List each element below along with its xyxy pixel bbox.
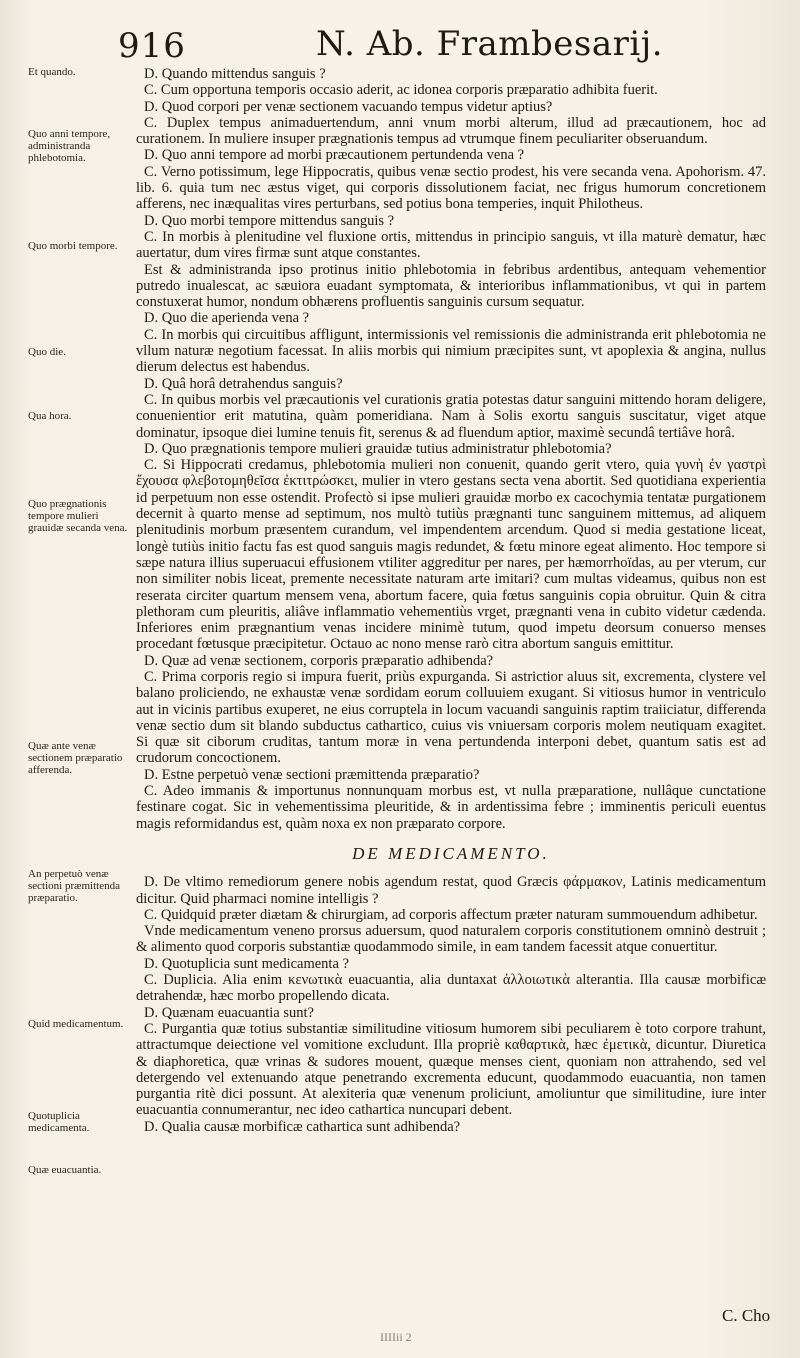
- dialogue-line: C. Si Hippocrati credamus, phlebotomia mulieri non conuenit, quando gerit vtero, quia γυνὴ ἐν γαστρὶ ἔχουσα φλεβοτομηθεῖσα ἐκτιτρώσκει, mulier in vtero gestans secta vena abortit. Sed quotidiana experientia id perpetuum non esse ostendit. Profectò si ipse mulieri grauidæ morbo ex cacochymia tentatæ purgationem decernit à quarto mense ad septimum, nos multò tutiùs prægnanti tunc sanguinem mittemus, ad aliquem plenitudinis morbum præsentem curandum, vel impendentem arcendum. Quod si media gestatione liceat, longè tutiùs initio factu fas est quod sanguis magis redundet, & fœtu minore egeat alimento. Hoc tempore si sæpe natura illius superuacui effusionem vtiliter aggreditur per nares, per hæmorrhoïdas, au per vterum, cur non similiter nobis liceat, premente necessitate naturam arte imitari? cum multas videamus, quibus non est reserata circiter quartum mensem vena, abortum facere, quia fœtus sanguinis copia obruitur. Quin & citra plethoram cum pleuritis, aliâve inflammatio vehementiùs vrget, prægnanti vena in cubito videtur cædenda. Inferiores enim prægnantium venas incidere minimè tutum, quod impetu deorsum conuerso menses procedant fœtusque præcipitetur. Octauo ac nono mense rarò citra abortum sanguis emittitur.: [136, 457, 766, 653]
- dialogue-line: D. Quotuplicia sunt medicamenta ?: [144, 955, 349, 972]
- dialogue-line: D. Quo morbi tempore mittendus sanguis ?: [144, 212, 395, 229]
- dialogue-line: D. De vltimo remediorum genere nobis agendum restat, quod Græcis φάρμακον, Latinis medicamentum dicitur. Quid pharmaci nomine intelligis ?: [136, 874, 766, 907]
- dialogue-line: D. Estne perpetuò venæ sectioni præmittenda præparatio?: [144, 766, 480, 783]
- dialogue-line: C. Duplicia. Alia enim κενωτικὰ euacuantia, alia duntaxat ἀλλοιωτικὰ alterantia. Illa causæ morbificæ detrahendæ, hæc morbo propellendo dicata.: [136, 972, 766, 1005]
- section-title: DE MEDICAMENTO.: [352, 843, 550, 863]
- dialogue-line: C. In morbis à plenitudine vel fluxione ortis, mittendus in principio sanguis, vt illa maturè dematur, hæc auertatur, dum vires firmæ sunt atque constantes.: [136, 228, 766, 262]
- dialogue-line: C. Verno potissimum, lege Hippocratis, quibus venæ sectio prodest, his vere secanda vena. Apohorism. 47. lib. 6. quia tum nec æstus viget, qui corporis dissolutionem faciat, nec frigus humorum concretionem afferens, nec inæqualitas vires perturbans, sed potius bona temperies, inquit Philotheus.: [136, 163, 766, 213]
- margin-note: Quo prægnationis tempore mulieri grauidæ secanda vena.: [28, 498, 128, 534]
- dialogue-line: C. Cum opportuna temporis occasio aderit, ac idonea corporis præparatio adhibita fuerit.: [144, 82, 658, 99]
- dialogue-line: D. Quod corpori per venæ sectionem vacuando tempus videtur aptius?: [144, 98, 553, 115]
- paragraph: Est & administranda ipso protinus initio phlebotomia in febribus ardentibus, antequam vehementior putredo inualescat, ac sæuiora euadant symptomata, & interioribus inflammationibus, vt qui in partem constuxerat humor, nondum obhærens profluentis sanguinis cursum sequatur.: [136, 261, 766, 311]
- dialogue-line: D. Quo die aperienda vena ?: [144, 310, 310, 327]
- margin-note: Quo anni tempore, administranda phlebotomia.: [28, 128, 111, 164]
- dialogue-line: C. Quidquid præter diætam & chirurgiam, ad corporis affectum præter naturam summouendum adhibetur.: [144, 906, 758, 923]
- margin-note: Qua hora.: [28, 410, 72, 422]
- dialogue-line: C. In morbis qui circuitibus affligunt, intermissionis vel remissionis die administranda erit phlebotomia ne vllum naturæ negotium facessat. In aliis morbis qui nimium præcipites sunt, vt apoplexia & angina, nullus dierum delectus est habendus.: [136, 326, 766, 376]
- page-number: 916: [118, 26, 186, 66]
- dialogue-line: D. Quo anni tempore ad morbi præcautionem pertundenda vena ?: [144, 147, 525, 164]
- paragraph: Vnde medicamentum veneno prorsus aduersum, quod naturalem corporis constitutionem omninò destruit ; & alimento quod corporis substantiæ quodammodo simile, in eam tandem facessit atque conuertitur.: [136, 923, 766, 956]
- margin-note: Quid medicamentum.: [28, 1018, 124, 1030]
- signature-mark: IIIIii 2: [380, 1330, 412, 1344]
- dialogue-line: D. Quâ horâ detrahendus sanguis?: [144, 375, 343, 392]
- margin-note: Quæ euacuantia.: [28, 1164, 102, 1176]
- margin-note: Quo morbi tempore.: [28, 240, 118, 252]
- page-header: [0, 20, 800, 68]
- dialogue-line: C. Adeo immanis & importunus nonnunquam morbus est, vt nulla præparatione, nullâque cunctatione festinare cogat. Sic in vehementissima pleuritide, & in ardentissima febre ; imminentis periculi euentus magis reformidandus est, quàm noxa ex non præparato corpore.: [136, 783, 766, 832]
- catchword: C. Cho: [722, 1306, 771, 1325]
- margin-note: An perpetuò venæ sectioni præmittenda præparatio.: [28, 868, 120, 904]
- margin-note: Quo die.: [28, 346, 66, 358]
- margin-note: Quæ ante venæ sectionem præparatio afferenda.: [28, 740, 123, 776]
- main-text: [136, 66, 766, 1135]
- dialogue-line: C. In quibus morbis vel præcautionis vel curationis gratia potestas datur sanguini mittendo horam deligere, conuenientior erit matutina, quàm pomeridiana. Nam à Solis exortu sanguis suscitatur, viget atque dominatur, ipsoque diei lumine tenuis fit, serenus & ad fluendum aptior, maximè secundâ tertiâve horâ.: [136, 391, 766, 441]
- dialogue-line: C. Prima corporis regio si impura fuerit, priùs expurganda. Si astrictior aluus sit, excrementa, clystere vel balano proliciendo, ne exhaustæ venæ sordidam eorum colluuiem exugant. Si vitiosus humor in ventriculo aut in vicinis partibus exuperet, ne eius corruptela in locum vacuandi sanguinis raptim traiiciatur, differenda venæ sectio dum sit blando subductus cathartico, cuius vis vniuersam corporis molem neutiquam exagitet. Si quæ sit ciborum cruditas, tantum moræ in vena pertundenda interponi debet, quantum satis est ad crudorum concoctionem.: [136, 668, 766, 767]
- margin-note: Et quando.: [28, 66, 76, 78]
- dialogue-line: D. Qualia causæ morbificæ cathartica sunt adhibenda?: [144, 1118, 461, 1135]
- running-head: N. Ab. Frambesarij.: [316, 24, 664, 64]
- dialogue-line: D. Quo prægnationis tempore mulieri grauidæ tutius administratur phlebotomia?: [144, 440, 612, 457]
- dialogue-line: C. Duplex tempus animaduertendum, anni vnum morbi alterum, illud ad præcautionem, hoc ad curationem. In muliere insuper prægnationis tempus ad vtrumque finem peculiariter obseruandum.: [136, 114, 766, 148]
- dialogue-line: D. Quando mittendus sanguis ?: [144, 66, 326, 82]
- dialogue-line: D. Quæ ad venæ sectionem, corporis præparatio adhibenda?: [144, 652, 494, 669]
- dialogue-line: C. Purgantia quæ totius substantiæ similitudine vitiosum humorem sibi peculiarem è toto corpore trahunt, attractumque deiectione vel vomitione excludunt. Illa propriè καθαρτικὰ, hæc ἐμετικὰ, dicuntur. Diuretica & diaphoretica, quæ vrinas & sudores mouent, quæque menses cient, quoniam non attrahendo, sed vel detergendo vel extenuando atque penetrando excrementa educunt, quodammodo euacuantia, non tamen purgantia ritè dici possunt. At alexiteria quæ venenum proliciunt, amoliuntur que similitudine, iure inter euacuantia connumerantur, nec ideo cathartica nuncupari debent.: [136, 1020, 766, 1119]
- dialogue-line: D. Quænam euacuantia sunt?: [144, 1004, 314, 1021]
- margin-note: Quotuplicia medicamenta.: [28, 1110, 90, 1134]
